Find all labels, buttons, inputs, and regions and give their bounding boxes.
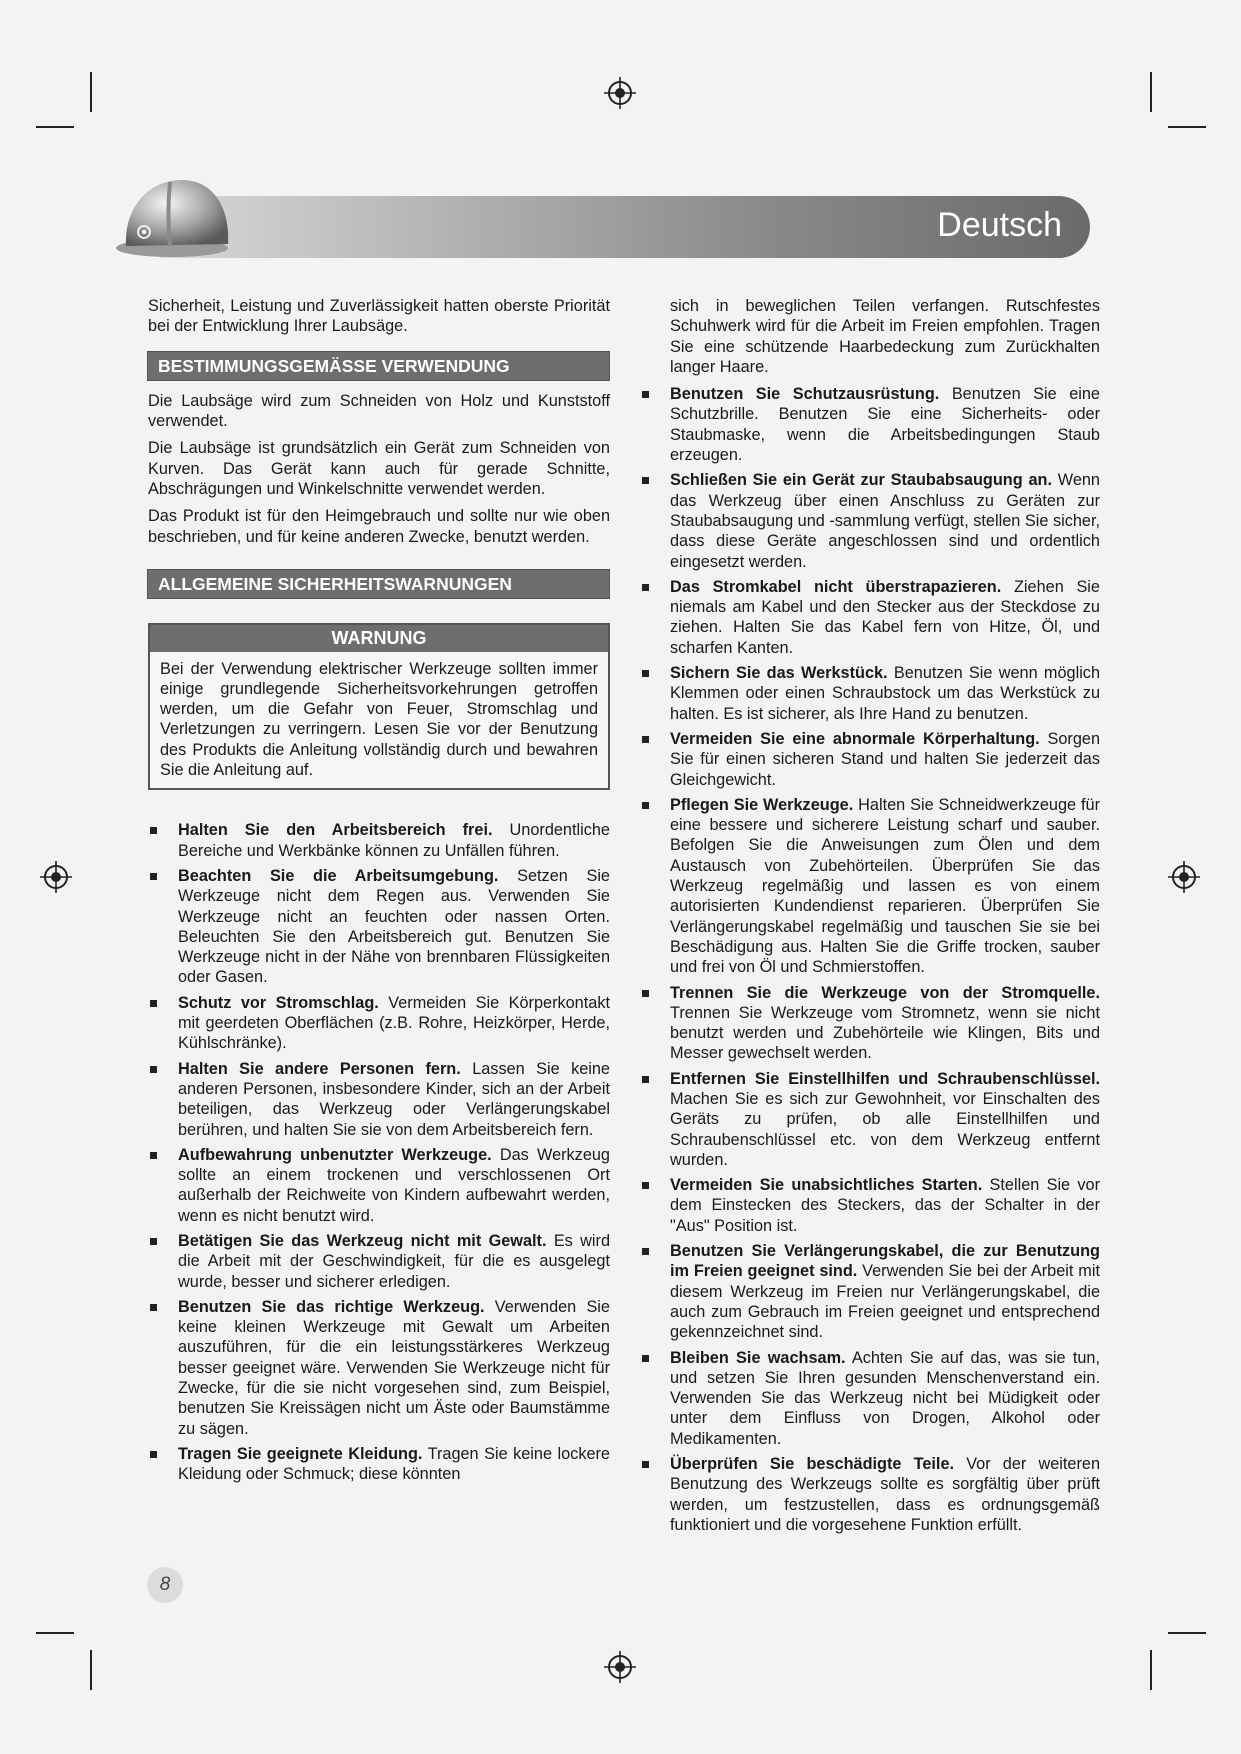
list-item (640, 983, 1100, 1064)
list-item-title: Sichern Sie das Werkstück. (670, 664, 888, 683)
list-item-text: Lassen Sie keine anderen Personen, insbesondere Kinder, sich an der Arbeit beteiligen, das Werkzeug oder Verlängerungskabel berühren, und halten Sie sie von dem Arbeitsbereich fern. (178, 1059, 610, 1139)
list-item (148, 1231, 610, 1292)
list-item (148, 1444, 610, 1485)
list-item-text: Benutzen Sie eine Schutzbrille. Benutzen Sie eine Sicherheits- oder Staubmaske, wenn die Arbeitsbedingungen Staub erzeugen. (670, 385, 1100, 465)
language-label: Deutsch (937, 206, 1062, 244)
warning-title: WARNUNG (150, 625, 608, 651)
list-item (148, 820, 610, 861)
section-heading-safety-warnings: ALLGEMEINE SICHERHEITSWARNUNGEN (147, 569, 610, 599)
list-item-text: Es wird die Arbeit mit der Geschwindigkeit, für die es ausgelegt wurde, besser und sicherer erledigen. (178, 1231, 610, 1291)
paragraph: Die Laubsäge ist grundsätzlich ein Gerät zum Schneiden von Kurven. Das Gerät kann auch für gerade Schnitte, Abschrägungen und Winkelschnitte verwendet werden. (148, 439, 610, 499)
crop-mark (1150, 72, 1152, 112)
left-column (148, 296, 610, 1490)
list-item-title: Entfernen Sie Einstellhilfen und Schraubenschlüssel. (670, 1069, 1100, 1088)
right-column (640, 296, 1100, 1540)
list-item-title: Pflegen Sie Werkzeuge. (670, 795, 854, 814)
list-item-text: Achten Sie auf das, was sie tun, und setzen Sie Ihren gesunden Menschenverstand ein. Verwenden Sie das Werkzeug nicht bei Müdigkeit oder unter dem Einfluss von Drogen, Alkohol oder Medikamenten. (670, 1348, 1100, 1448)
list-item-title: Überprüfen Sie beschädigte Teile. (670, 1455, 955, 1474)
crop-mark (36, 126, 74, 128)
list-item (640, 795, 1100, 978)
list-item-title: Benutzen Sie Schutzausrüstung. (670, 385, 940, 404)
list-item (148, 1145, 610, 1226)
list-item-text: Tragen Sie keine lockere Kleidung oder Schmuck; diese könnten (178, 1444, 610, 1484)
paragraph: Das Produkt ist für den Heimgebrauch und sollte nur wie oben beschrieben, und für keine anderen Zwecke, benutzt werden. (148, 507, 610, 546)
list-item-title: Schließen Sie ein Gerät zur Staubabsaugung an. (670, 471, 1052, 490)
list-item-text: Verwenden Sie bei der Arbeit mit diesem Werkzeug im Freien nur Verlängerungskabel, die auch zum Gebrauch im Freien geeignet und entsprechend gekennzeichnet sind. (670, 1262, 1100, 1342)
list-item (148, 1297, 610, 1439)
list-item-text: Wenn das Werkzeug über einen Anschluss zu Geräten zur Staubabsaugung und -sammlung verfügt, stellen Sie sicher, dass diese Geräte angeschlossen sind und ordentlich eingesetzt werden. (670, 471, 1100, 571)
list-item-text: Unordentliche Bereiche und Werkbänke können zu Unfällen führen. (178, 821, 610, 860)
list-item-title: Das Stromkabel nicht überstrapazieren. (670, 577, 1002, 596)
list-item-text: Vermeiden Sie Körperkontakt mit geerdeten Oberflächen (z.B. Rohre, Heizkörper, Herde, Kühlschränke). (178, 993, 610, 1053)
list-item-text: Verwenden Sie keine kleinen Werkzeuge mit Gewalt um Arbeiten auszuführen, für die ein leistungsstärkeres Werkzeug besser geeignet wäre. Verwenden Sie Werkzeuge nicht für Zwecke, für die sie nicht vorgesehen sind, zum Beispiel, benutzen Sie Kreissägen nicht um Äste oder Baumstämme zu sägen. (178, 1297, 610, 1438)
list-item-text: Machen Sie es sich zur Gewohnheit, vor Einschalten des Geräts zu prüfen, ob alle Einstellhilfen und Schraubenschlüssel etc. von dem Werkzeug entfernt wurden. (670, 1089, 1100, 1169)
registration-mark-icon (39, 860, 73, 894)
crop-mark (36, 1632, 74, 1634)
list-item-text: Stellen Sie vor dem Einstecken des Steckers, das der Schalter in der "Aus" Position ist. (670, 1176, 1100, 1235)
list-item-text: Sorgen Sie für einen sicheren Stand und halten Sie jederzeit das Gleichgewicht. (670, 729, 1100, 789)
list-item (148, 866, 610, 988)
list-item (640, 577, 1100, 658)
warning-text: Bei der Verwendung elektrischer Werkzeuge sollten immer einige grundlegende Sicherheitsvorkehrungen getroffen werden, um die Gefahr von Feuer, Stromschlag und Verletzungen zu verringern. Lesen Sie vor der Benutzung des Produkts die Anleitung vollständig durch und bewahren Sie die Anleitung auf. (160, 659, 598, 780)
list-item (640, 1241, 1100, 1342)
list-item-title: Aufbewahrung unbenutzter Werkzeuge. (178, 1145, 492, 1164)
list-item (640, 1069, 1100, 1170)
list-item-title: Beachten Sie die Arbeitsumgebung. (178, 866, 499, 885)
list-item-title: Halten Sie andere Personen fern. (178, 1059, 461, 1078)
list-item (640, 384, 1100, 465)
warning-box (148, 623, 610, 790)
list-item (640, 663, 1100, 724)
registration-mark-icon (603, 1650, 637, 1684)
list-item-title: Benutzen Sie Verlängerungskabel, die zur Benutzung im Freien geeignet sind. (670, 1242, 1100, 1281)
paragraph: Die Laubsäge wird zum Schneiden von Holz und Kunststoff verwendet. (148, 391, 610, 431)
list-item (148, 1059, 610, 1140)
list-item-title: Benutzen Sie das richtige Werkzeug. (178, 1297, 485, 1316)
list-item-text: Das Werkzeug sollte an einem trockenen und verschlossenen Ort außerhalb der Reichweite von Kindern aufbewahrt werden, wenn es nicht benutzt wird. (178, 1145, 610, 1225)
page-number: 8 (147, 1567, 183, 1603)
registration-mark-icon (1167, 860, 1201, 894)
registration-mark-icon (603, 76, 637, 110)
continuation-paragraph: sich in beweglichen Teilen verfangen. Rutschfestes Schuhwerk wird für die Arbeit im Freien empfohlen. Tragen Sie eine schützende Haarbedeckung zum Zurückhalten langer Haare. (670, 297, 1100, 376)
list-item-title: Schutz vor Stromschlag. (178, 993, 379, 1012)
header-band (160, 196, 1090, 258)
list-item-title: Vermeiden Sie eine abnormale Körperhaltung. (670, 729, 1040, 748)
safety-helmet-icon (112, 162, 242, 262)
list-item-title: Bleiben Sie wachsam. (670, 1348, 846, 1367)
crop-mark (90, 72, 92, 112)
list-item-text: Setzen Sie Werkzeuge nicht dem Regen aus. Verwenden Sie Werkzeuge nicht an feuchten oder nassen Orten. Beleuchten Sie den Arbeitsbereich gut. Benutzen Sie Werkzeuge nicht in der Nähe von brennbaren Flüssigkeiten oder Gasen. (178, 866, 610, 987)
list-item-text: Halten Sie Schneidwerkzeuge für eine bessere und sicherere Leistung scharf und sauber. Befolgen Sie die Anweisungen zum Ölen und dem Austausch von Zubehörteilen. Überprüfen Sie das Werkzeug regelmäßig und lassen es von einem autorisierten Kundendienst reparieren. Überprüfen Sie Verlängerungskabel regelmäßig und tauschen Sie sie bei Beschädigung aus. Halten Sie die Griffe trocken, sauber und frei von Öl und Schmierstoffen. (670, 795, 1100, 977)
crop-mark (1168, 1632, 1206, 1634)
list-item-title: Trennen Sie die Werkzeuge von der Stromquelle. (670, 983, 1100, 1002)
list-item-text: Ziehen Sie niemals am Kabel und den Stecker aus der Steckdose zu ziehen. Halten Sie das Kabel fern von Hitze, Öl, und scharfen Kanten. (670, 577, 1100, 657)
list-item-text: Trennen Sie Werkzeuge vom Stromnetz, wenn sie nicht benutzt werden und Zubehörteile wie Klingen, Bits und Messer gewechselt werden. (670, 1003, 1100, 1063)
list-item (148, 993, 610, 1054)
list-item-title: Tragen Sie geeignete Kleidung. (178, 1444, 423, 1463)
intro-paragraph: Sicherheit, Leistung und Zuverlässigkeit hatten oberste Priorität bei der Entwicklung Ihrer Laubsäge. (148, 297, 610, 336)
list-item-title: Vermeiden Sie unabsichtliches Starten. (670, 1176, 983, 1195)
list-item-text: Vor der weiteren Benutzung des Werkzeugs sollte es sorgfältig über prüft werden, um festzustellen, dass es ordnungsgemäß funktioniert und die vorgesehene Funktion erfüllt. (670, 1455, 1100, 1534)
list-item (640, 470, 1100, 571)
list-item-text: Benutzen Sie wenn möglich Klemmen oder einen Schraubstock um das Werkstück zu halten. Es ist sicherer, als Ihre Hand zu benutzen. (670, 664, 1101, 723)
list-item (640, 1454, 1100, 1535)
list-item-title: Halten Sie den Arbeitsbereich frei. (178, 821, 493, 840)
section-heading-intended-use: BESTIMMUNGSGEMÄSSE VERWENDUNG (147, 351, 610, 381)
safety-list-right (640, 384, 1100, 1535)
crop-mark (1150, 1650, 1152, 1690)
list-item-title: Betätigen Sie das Werkzeug nicht mit Gewalt. (178, 1231, 547, 1250)
list-item (640, 1175, 1100, 1236)
safety-list-left (148, 820, 610, 1484)
list-item (640, 729, 1100, 790)
crop-mark (1168, 126, 1206, 128)
crop-mark (90, 1650, 92, 1690)
list-item (640, 1348, 1100, 1449)
